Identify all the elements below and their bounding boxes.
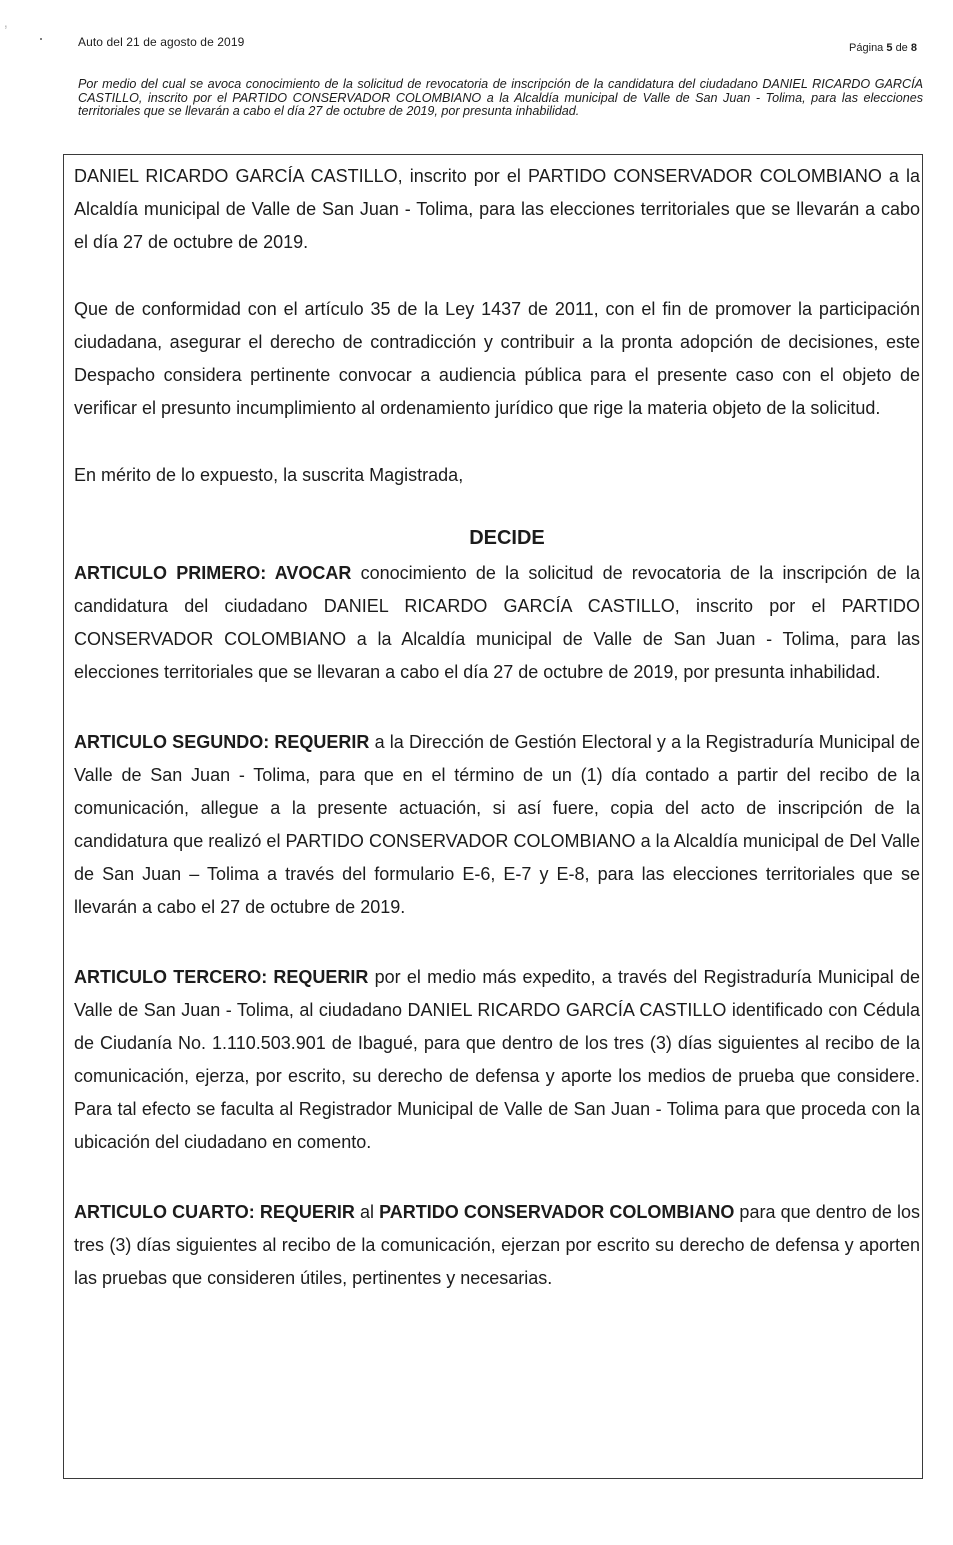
document-date: Auto del 21 de agosto de 2019 [78,35,245,49]
article-first-text: conocimiento de la solicitud de revocatoria de la inscripción de la candidatura del ciudadano DANIEL RICARDO GARCÍA CASTILLO, inscrito por el PARTIDO CONSERVADOR COLOMBIANO a la Alcaldía municipal de Valle de San Juan - Tolima, para las elecciones territoriales que se llevaran a cabo el día 27 de octubre de 2019, por presunta inhabilidad. [74,563,920,682]
article-first-heading: ARTICULO PRIMERO: AVOCAR [74,563,352,583]
page-of: de [895,42,908,54]
paragraph-merit: En mérito de lo expuesto, la suscrita Magistrada, [74,465,464,485]
page-prefix: Página [849,42,884,54]
article-fourth-connector: al [354,1202,380,1222]
article-first [74,557,920,689]
article-second-text: a la Dirección de Gestión Electoral y a la Registraduría Municipal de Valle de San Juan - Tolima, para que en el término de un (1) día contado a partir del recibo de la comunicación, allegue a la presente actuación, si así fuere, copia del acto de inscripción de la candidatura que realizó el PARTIDO CONSERVADOR COLOMBIANO a la Alcaldía municipal de Del Valle de San Juan – Tolima a través del formulario E-6, E-7 y E-8, para las elecciones territoriales que se llevarán a cabo el 27 de octubre de 2019. [74,732,920,917]
document-body [74,160,920,1295]
paragraph-legal-basis: Que de conformidad con el artículo 35 de la Ley 1437 de 2011, con el fin de promover la participación ciudadana, asegurar el derecho de contradicción y contribuir a la pronta adopción de decisiones, este Despacho considera pertinente convocar a audiencia pública para el presente caso con el objeto de verificar el presunto incumplimiento al ordenamiento jurídico que rige la materia objeto de la solicitud. [74,299,920,418]
article-fourth [74,1196,920,1295]
paragraph-candidate: DANIEL RICARDO GARCÍA CASTILLO, inscrito por el PARTIDO CONSERVADOR COLOMBIANO a la Alcaldía municipal de Valle de San Juan - Tolima, para las elecciones territoriales que se llevarán a cabo el día 27 de octubre de 2019. [74,166,920,252]
article-fourth-heading: ARTICULO CUARTO: REQUERIR [74,1202,355,1222]
article-third-heading: ARTICULO TERCERO: REQUERIR [74,967,369,987]
article-fourth-text: para que dentro de los tres (3) días siguientes al recibo de la comunicación, ejerzan por escrito su derecho de defensa y aporten las pruebas que consideren útiles, pertinentes y necesarias. [74,1202,920,1288]
decide-heading: DECIDE [469,527,545,549]
page-total: 8 [910,42,917,54]
scan-artifact-mark: ‚ [4,14,8,31]
article-second-heading: ARTICULO SEGUNDO: REQUERIR [74,732,370,752]
article-second [74,726,920,924]
article-third [74,961,920,1159]
article-third-text: por el medio más expedito, a través del Registraduría Municipal de Valle de San Juan - Tolima, al ciudadano DANIEL RICARDO GARCÍA CASTILLO identificado con Cédula de Ciudanía No. 1.110.503.901 de Ibagué, para que dentro de los tres (3) días siguientes al recibo de la comunicación, ejerza, por escrito, su derecho de defensa y aporte los medios de prueba que considere. Para tal efecto se faculta al Registrador Municipal de Valle de San Juan - Tolima para que proceda con la ubicación del ciudadano en comento. [74,967,920,1152]
document-subject: Por medio del cual se avoca conocimiento de la solicitud de revocatoria de inscripción de la candidatura del ciudadano DANIEL RICARDO GARCÍA CASTILLO, inscrito por el PARTIDO CONSERVADOR COLOMBIANO a la Alcaldía municipal de Valle de San Juan - Tolima, para las elecciones territoriales que se llevarán a cabo el día 27 de octubre de 2019, por presunta inhabilidad. [78,77,923,118]
article-fourth-party: PARTIDO CONSERVADOR COLOMBIANO [379,1202,735,1222]
page-current: 5 [886,42,893,54]
page-number [849,42,917,54]
scan-artifact-dot [40,38,42,40]
